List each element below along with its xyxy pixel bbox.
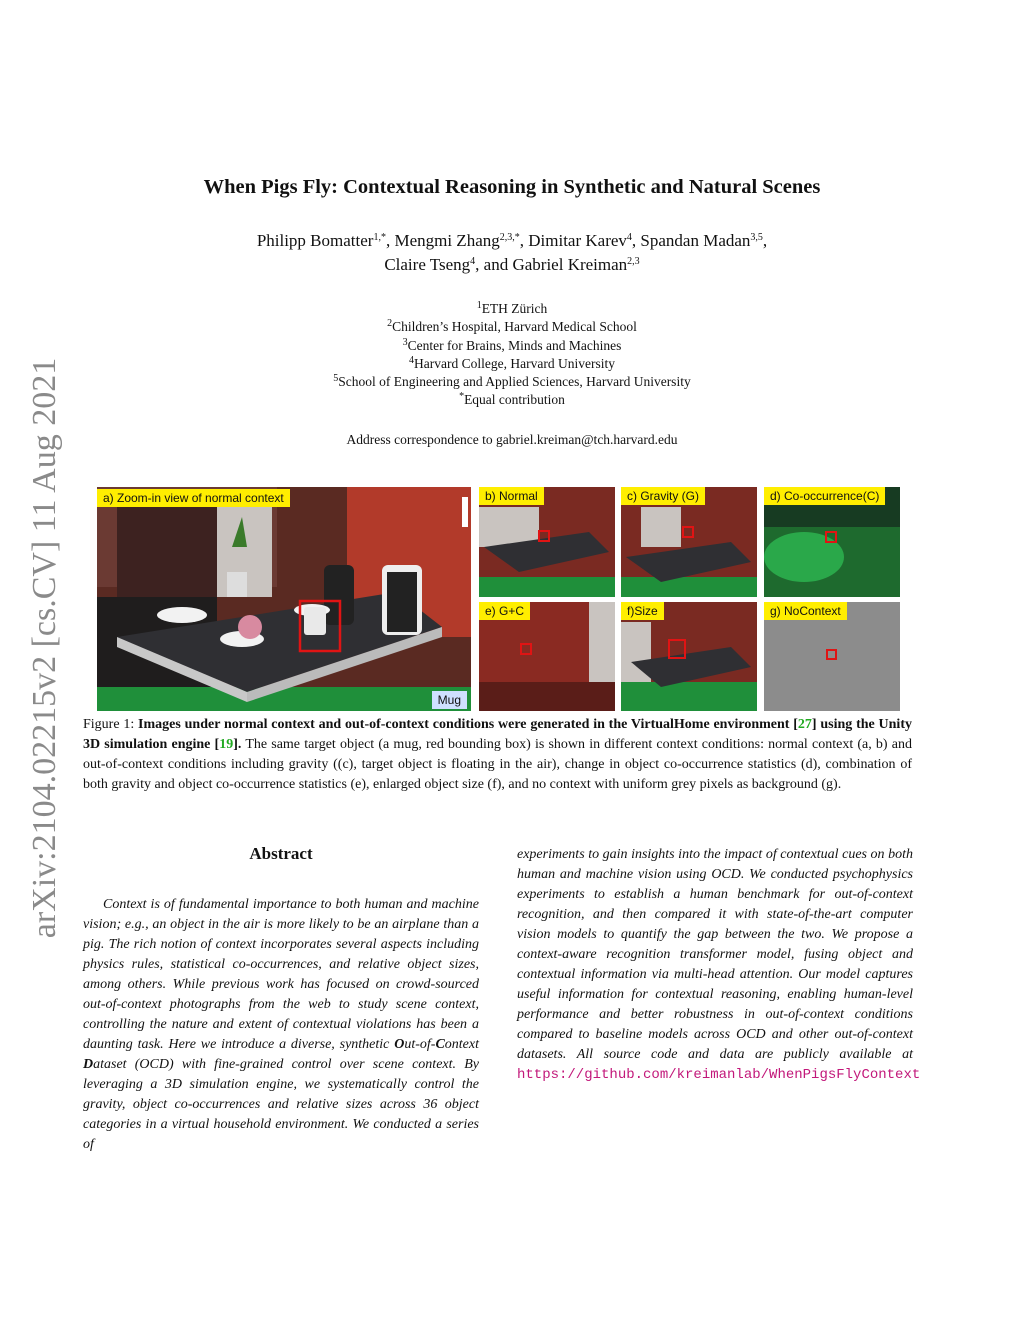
panel-e-image xyxy=(479,602,615,711)
affiliation-text: Harvard College, Harvard University xyxy=(414,355,615,371)
panel-f-image xyxy=(621,602,757,711)
arxiv-identifier: arXiv:2104.02215v2 [cs.CV] 11 Aug 2021 xyxy=(26,357,63,939)
ocd-letter: O xyxy=(394,1037,405,1052)
affiliation-num: 1 xyxy=(476,300,482,311)
affiliation xyxy=(80,373,944,391)
panel-c-label: c) Gravity (G) xyxy=(621,487,705,505)
author-name: Philipp Bomatter xyxy=(256,231,374,250)
author-affil: 4 xyxy=(470,256,476,267)
panel-a-image xyxy=(97,487,471,711)
author-affil: 2,3,* xyxy=(499,232,520,243)
mug-label: Mug xyxy=(432,691,467,709)
author-affil: 1,* xyxy=(373,232,386,243)
ocd-text: ontext xyxy=(444,1037,479,1052)
abstract-text: experiments to gain insights into the impact of contextual cues on both human and machine vision using OCD. We conducted psychophysics experiments to establish a human benchmark for out-of-context recognition, and then compared it with state-of-the-art computer vision models to quantify the gap between the two. We propose a context-aware recognition transformer model, fusing object and contextual information via multi-head attention. Our model captures useful information for contextual reasoning, enabling human-level performance and better robustness in out-of-context conditions compared to baseline models across OCD and other out-of-context datasets. All source code and data are publicly available at xyxy=(517,847,913,1062)
ocd-text: ut-of- xyxy=(404,1037,436,1052)
affiliation-list xyxy=(80,300,944,410)
caption-prefix: Figure 1: xyxy=(83,717,139,732)
author-affil: 2,3 xyxy=(627,256,640,267)
correspondence-line: Address correspondence to gabriel.kreiman@tch.harvard.edu xyxy=(346,432,678,447)
affiliation-text: Children’s Hospital, Harvard Medical School xyxy=(392,319,637,335)
author-sep: , xyxy=(385,231,395,250)
panel-g-label: g) NoContext xyxy=(764,602,847,620)
panel-b-label: b) Normal xyxy=(479,487,544,505)
affiliation-num: 4 xyxy=(409,354,415,366)
affiliation-text: ETH Zürich xyxy=(481,301,548,316)
affiliation xyxy=(80,355,944,373)
author-sep: , xyxy=(631,231,641,250)
caption-bold-1: Images under normal context and out-of-context conditions were generated in the VirtualHome environment xyxy=(138,717,794,732)
panel-g-image xyxy=(764,602,900,711)
affiliation-num: * xyxy=(459,391,465,403)
author-affil: 4 xyxy=(626,232,632,243)
repository-link[interactable]: https://github.com/kreimanlab/WhenPigsFlyContext xyxy=(517,1067,921,1083)
author-name: Spandan Madan xyxy=(640,231,751,250)
abstract-heading: Abstract xyxy=(249,844,313,863)
author-sep: , xyxy=(519,231,529,250)
panel-a-label: a) Zoom-in view of normal context xyxy=(97,489,290,507)
author-name: Mengmi Zhang xyxy=(394,231,500,250)
abstract-text: Context is of fundamental importance to both human and machine vision; e.g., an object in the air is more likely to be an airplane than a pig. The rich notion of context incorporates several aspects including physics rules, statistical co-occurrences, and relative object sizes, among others. While previous work has focused on crowd-sourced out-of-context photographs from the web to study scene context, controlling the nature and extent of contextual violations has been a daunting task. Here we introduce a diverse, synthetic xyxy=(83,897,479,1052)
panel-d-label: d) Co-occurrence(C) xyxy=(764,487,885,505)
caption-body: The same target object (a mug, red bounding box) is shown in different context conditions: normal context (a, b) and out-of-context conditions including gravity ((c), target object is floating in the air), change in object co-occurrence statistics (d), combination of both gravity and object co-occurrence statistics (e), enlarged object size (f), and no context with uniform grey pixels as background (g). xyxy=(83,737,912,792)
affiliation-num: 3 xyxy=(402,336,408,348)
author-list xyxy=(80,229,944,277)
affiliation-num: 5 xyxy=(333,373,339,385)
ocd-letter: D xyxy=(83,1057,94,1072)
citation-link[interactable]: 19 xyxy=(219,737,234,752)
author-affil: 3,5 xyxy=(750,232,763,243)
abstract-left-column xyxy=(83,895,479,1155)
paper-title: When Pigs Fly: Contextual Reasoning in Synthetic and Natural Scenes xyxy=(203,176,821,198)
panel-c-image xyxy=(621,487,757,597)
affiliation xyxy=(80,300,944,318)
author-sep: , and xyxy=(475,255,513,274)
figure-caption: Figure 1: Images under normal context and out-of-context conditions were generated in the VirtualHome environment [27] using the Unity 3D simulation engine [19]. The same target object (a mug, red bounding box) is shown in different context conditions: normal context (a, b) and out-of-context conditions including gravity ((c), target object is floating in the air), change in object co-occurrence statistics (d), combination of both gravity and object co-occurrence statistics (e), enlarged object size (f), and no context with uniform grey pixels as background (g). xyxy=(83,717,912,792)
affiliation-num: 2 xyxy=(387,318,393,330)
affiliation xyxy=(80,391,944,409)
panel-d-image xyxy=(764,487,900,597)
panel-b-image xyxy=(479,487,615,597)
citation-link[interactable]: 27 xyxy=(797,717,812,732)
affiliation-text: Equal contribution xyxy=(464,392,565,408)
author-name: Gabriel Kreiman xyxy=(512,255,628,274)
affiliation-text: Center for Brains, Minds and Machines xyxy=(407,337,622,353)
affiliation xyxy=(80,337,944,355)
author-name: Dimitar Karev xyxy=(528,231,627,250)
abstract-right-column xyxy=(517,845,921,1085)
affiliation-text: School of Engineering and Applied Sciences, Harvard University xyxy=(338,374,691,390)
figure-1 xyxy=(97,487,900,711)
affiliation xyxy=(80,318,944,336)
panel-e-label: e) G+C xyxy=(479,602,530,620)
abstract-text: ataset (OCD) with fine-grained control over scene context. By leveraging a 3D simulation engine, we systematically control the gravity, object co-occurrences and relative sizes across 36 object categories in a virtual household environment. We conducted a series of xyxy=(83,1057,479,1152)
panel-a-scene xyxy=(97,487,471,711)
author-name: Claire Tseng xyxy=(384,255,471,274)
panel-f-label: f)Size xyxy=(621,602,664,620)
caption-bold-2: using the Unity 3D simulation engine xyxy=(83,717,912,752)
ocd-letter: C xyxy=(435,1037,445,1052)
author-sep: , xyxy=(762,231,768,250)
